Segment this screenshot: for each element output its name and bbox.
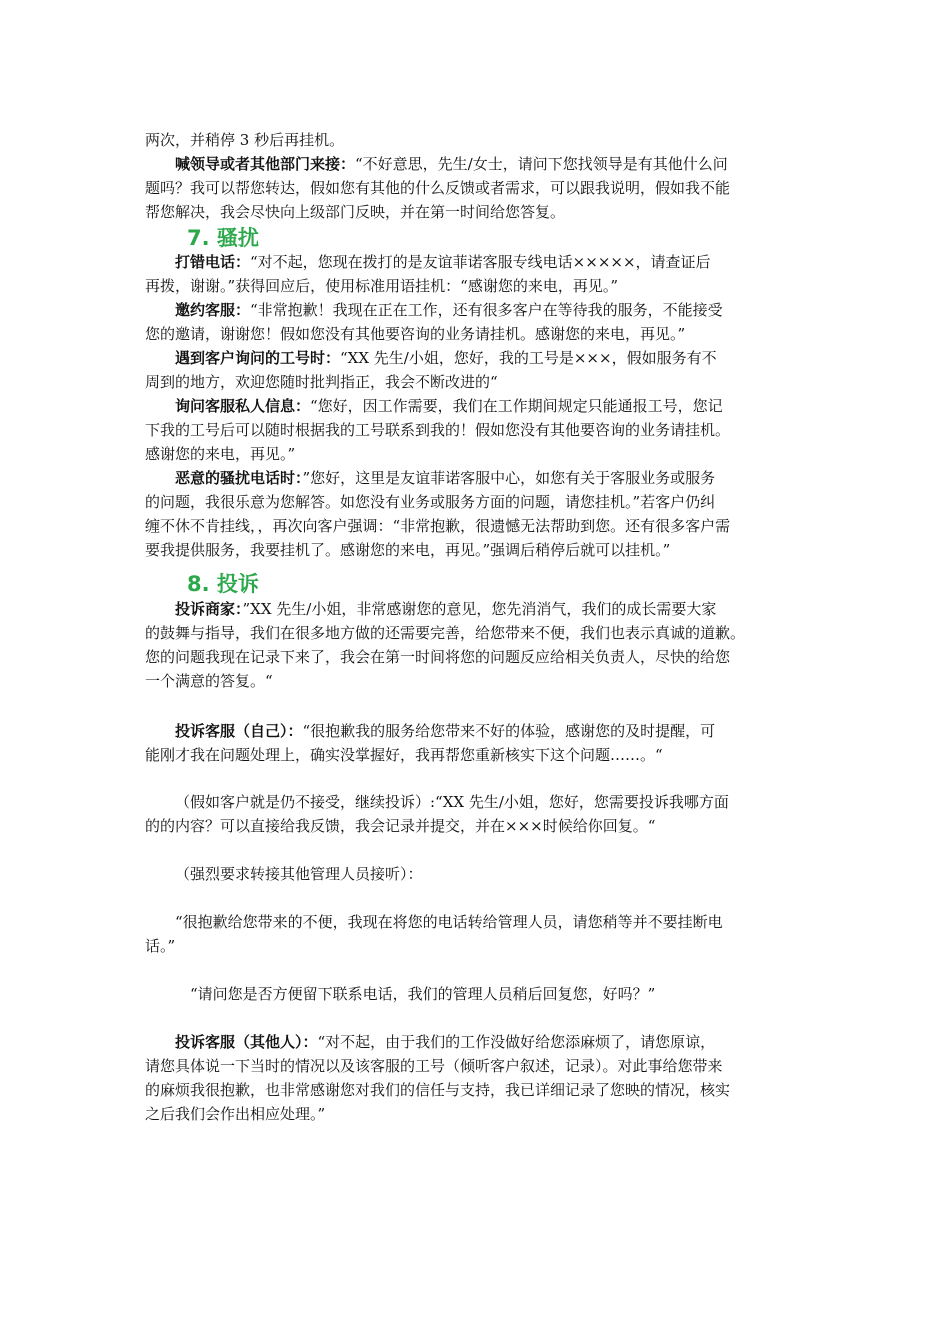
malicious-label: 恶意的骚扰电话时： [175, 469, 303, 487]
job-number-line-2: 周到的地方，欢迎您随时批判指正，我会不断改进的“ [145, 373, 498, 391]
others-complaint-label: 投诉客服（其他人）： [175, 1033, 318, 1051]
private-info-label: 询问客服私人信息： [175, 397, 311, 415]
merchant-label: 投诉商家： [175, 600, 243, 618]
others-complaint-line-4: 之后我们会作出相应处理。” [145, 1105, 326, 1123]
private-info-line-3: 感谢您的来电，再见。” [145, 445, 296, 463]
self-complaint-label: 投诉客服（自己）： [175, 722, 303, 740]
job-number-paragraph: 遇到客户询问的工号时：“XX 先生/小姐，您好，我的工号是×××，假如服务有不 [175, 349, 717, 367]
wrong-call-line-2: 再拨，谢谢。”获得回应后，使用标准用语挂机：“感谢您的来电，再见。” [145, 277, 619, 295]
not-accept-line-2: 的的内容？可以直接给我反馈，我会记录并提交，并在×××时候给你回复。“ [145, 817, 656, 835]
leader-paragraph: 喊领导或者其他部门来接：“不好意思，先生/女士，请问下您找领导是有其他什么问 [175, 155, 728, 173]
not-accept-paragraph: （假如客户就是仍不接受，继续投诉）:“XX 先生/小姐，您好，您需要投诉我哪方面 [175, 793, 729, 811]
private-info-paragraph: 询问客服私人信息：“您好，因工作需要，我们在工作期间规定只能通报工号，您记 [175, 397, 723, 415]
callback-request-line: “请问您是否方便留下联系电话，我们的管理人员稍后回复您，好吗？” [190, 985, 656, 1003]
private-info-line-2: 下我的工号后可以随时根据我的工号联系到我的！假如您没有其他要咨询的业务请挂机。 [145, 421, 731, 439]
merchant-paragraph: 投诉商家：”XX 先生/小姐，非常感谢您的意见，您先消消气，我们的成长需要大家 [175, 600, 717, 618]
leader-line-2: 题吗？我可以帮您转达，假如您有其他的什么反馈或者需求，可以跟我说明，假如我不能 [145, 179, 731, 197]
merchant-line-4: 一个满意的答复。“ [145, 672, 273, 690]
invite-label: 邀约客服： [175, 301, 251, 319]
malicious-line-3: 缠不休不肯挂线，，再次向客户强调：“非常抱歉，很遗憾无法帮助到您。还有很多客户需 [145, 517, 731, 535]
transfer-reply-paragraph: “很抱歉给您带来的不便，我现在将您的电话转给管理人员，请您稍等并不要挂断电 [175, 913, 723, 931]
transfer-request-line: （强烈要求转接其他管理人员接听）： [175, 865, 423, 883]
invite-paragraph: 邀约客服：“非常抱歉！我现在正在工作，还有很多客户在等待我的服务，不能接受 [175, 301, 723, 319]
section-8-heading: 8. 投诉 [187, 572, 259, 596]
invite-line-2: 您的邀请，谢谢您！假如您没有其他要咨询的业务请挂机。感谢您的来电，再见。” [145, 325, 686, 343]
transfer-reply-line-2: 话。” [145, 937, 176, 955]
intro-line: 两次，并稍停 3 秒后再挂机。 [145, 131, 345, 149]
malicious-line-4: 要我提供服务，我要挂机了。感谢您的来电，再见。”强调后稍停后就可以挂机。” [145, 541, 671, 559]
merchant-line-3: 您的问题我现在记录下来了，我会在第一时间将您的问题反应给相关负责人，尽快的给您 [145, 648, 731, 666]
wrong-call-label: 打错电话： [175, 253, 251, 271]
others-complaint-line-3: 的麻烦我很抱歉，也非常感谢您对我们的信任与支持，我已详细记录了您映的情况，核实 [145, 1081, 731, 1099]
others-complaint-line-2: 请您具体说一下当时的情况以及该客服的工号（倾听客户叙述，记录）。对此事给您带来 [145, 1057, 723, 1075]
leader-line-3: 帮您解决，我会尽快向上级部门反映，并在第一时间给您答复。 [145, 203, 566, 221]
self-complaint-paragraph: 投诉客服（自己）：“很抱歉我的服务给您带来不好的体验，感谢您的及时提醒，可 [175, 722, 716, 740]
job-number-label: 遇到客户询问的工号时： [175, 349, 341, 367]
wrong-call-paragraph: 打错电话：“对不起，您现在拨打的是友谊菲诺客服专线电话×××××，请查证后 [175, 253, 711, 271]
merchant-line-2: 的鼓舞与指导，我们在很多地方做的还需要完善，给您带来不便，我们也表示真诚的道歉。 [145, 624, 746, 642]
malicious-paragraph: 恶意的骚扰电话时：”您好，这里是友谊菲诺客服中心，如您有关于客服业务或服务 [175, 469, 716, 487]
malicious-line-2: 的问题，我很乐意为您解答。如您没有业务或服务方面的问题，请您挂机。”若客户仍纠 [145, 493, 716, 511]
leader-label: 喊领导或者其他部门来接： [175, 155, 356, 173]
others-complaint-paragraph: 投诉客服（其他人）：“对不起，由于我们的工作没做好给您添麻烦了，请您原谅， [175, 1033, 716, 1051]
section-7-heading: 7. 骚扰 [187, 226, 259, 250]
self-complaint-line-2: 能刚才我在问题处理上，确实没掌握好，我再帮您重新核实下这个问题……。“ [145, 746, 663, 764]
